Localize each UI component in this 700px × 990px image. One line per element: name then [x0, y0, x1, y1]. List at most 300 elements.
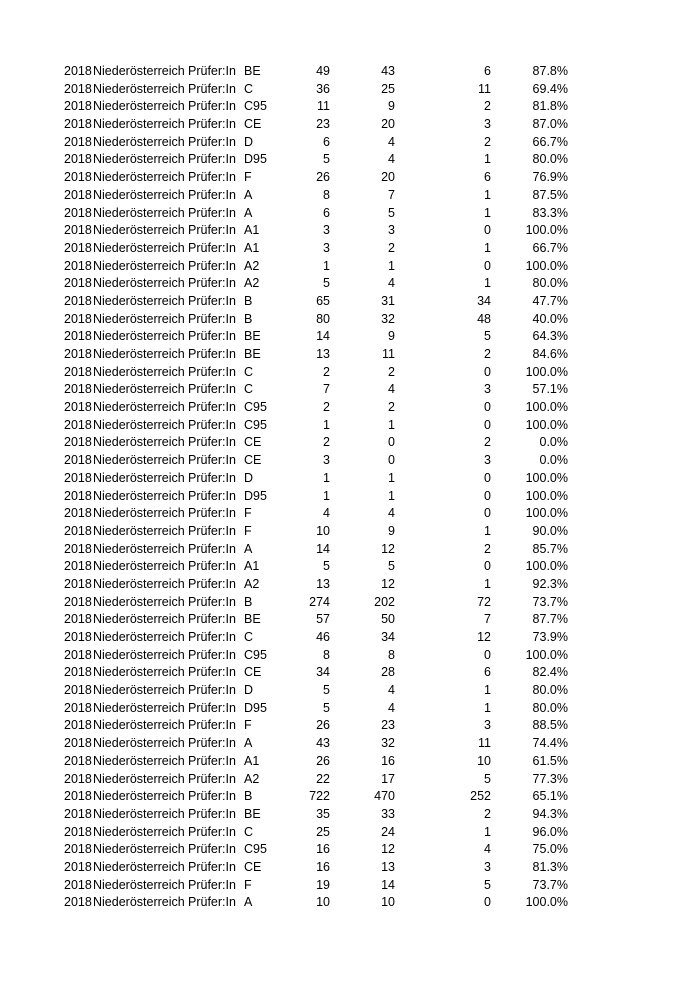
table-row [64, 151, 584, 169]
year-cell: 2018 [64, 877, 92, 892]
year-cell: 2018 [64, 559, 92, 574]
total-count-cell: 3 [323, 240, 330, 255]
passed-count-cell: 470 [374, 789, 395, 804]
license-class-cell: A2 [244, 276, 260, 291]
role-cell: Prüfer:In [188, 594, 236, 609]
pass-rate-cell: 65.1% [532, 789, 568, 804]
license-class-cell: D95 [244, 152, 267, 167]
role-cell: Prüfer:In [188, 258, 236, 273]
table-row [64, 894, 584, 912]
total-count-cell: 25 [316, 824, 330, 839]
total-count-cell: 8 [323, 187, 330, 202]
year-cell: 2018 [64, 81, 92, 96]
year-cell: 2018 [64, 771, 92, 786]
table-row [64, 664, 584, 682]
year-cell: 2018 [64, 311, 92, 326]
year-cell: 2018 [64, 859, 92, 874]
license-class-cell: C95 [244, 842, 267, 857]
failed-count-cell: 5 [484, 771, 491, 786]
failed-count-cell: 6 [484, 64, 491, 78]
license-class-cell: CE [244, 435, 262, 450]
role-cell: Prüfer:In [188, 435, 236, 450]
total-count-cell: 1 [323, 470, 330, 485]
year-cell: 2018 [64, 842, 92, 857]
passed-count-cell: 7 [388, 187, 395, 202]
year-cell: 2018 [64, 453, 92, 468]
year-cell: 2018 [64, 276, 92, 291]
role-cell: Prüfer:In [188, 417, 236, 432]
role-cell: Prüfer:In [188, 683, 236, 698]
failed-count-cell: 1 [484, 205, 491, 220]
table-row [64, 735, 584, 753]
region-cell: Niederösterreich [93, 736, 185, 751]
pass-rate-cell: 82.4% [532, 665, 568, 680]
total-count-cell: 722 [309, 789, 330, 804]
passed-count-cell: 10 [381, 895, 395, 910]
pass-rate-cell: 61.5% [532, 753, 568, 768]
total-count-cell: 5 [323, 152, 330, 167]
pass-rate-cell: 100.0% [525, 223, 568, 238]
total-count-cell: 16 [316, 842, 330, 857]
region-cell: Niederösterreich [93, 329, 185, 344]
license-class-cell: BE [244, 806, 261, 821]
region-cell: Niederösterreich [93, 842, 185, 857]
total-count-cell: 36 [316, 81, 330, 96]
passed-count-cell: 17 [381, 771, 395, 786]
role-cell: Prüfer:In [188, 859, 236, 874]
pass-rate-cell: 85.7% [532, 541, 568, 556]
pass-rate-cell: 64.3% [532, 329, 568, 344]
failed-count-cell: 5 [484, 329, 491, 344]
table-row [64, 346, 584, 364]
license-class-cell: D [244, 470, 254, 485]
total-count-cell: 1 [323, 488, 330, 503]
failed-count-cell: 2 [484, 347, 491, 361]
failed-count-cell: 2 [484, 541, 491, 556]
license-class-cell: A [244, 541, 253, 556]
pass-rate-cell: 87.7% [532, 612, 568, 627]
failed-count-cell: 0 [484, 400, 491, 415]
license-class-cell: C95 [244, 99, 267, 114]
pass-rate-cell: 94.3% [532, 806, 568, 821]
total-count-cell: 1 [323, 417, 330, 432]
total-count-cell: 10 [316, 523, 330, 538]
passed-count-cell: 23 [381, 718, 395, 733]
role-cell: Prüfer:In [188, 736, 236, 751]
role-cell: Prüfer:In [188, 630, 236, 644]
pass-rate-cell: 80.0% [532, 683, 568, 698]
year-cell: 2018 [64, 170, 92, 185]
failed-count-cell: 0 [484, 417, 491, 432]
table-row [64, 576, 584, 594]
year-cell: 2018 [64, 718, 92, 733]
region-cell: Niederösterreich [93, 382, 185, 397]
year-cell: 2018 [64, 470, 92, 485]
role-cell: Prüfer:In [188, 753, 236, 768]
license-class-cell: A1 [244, 753, 260, 768]
license-class-cell: CE [244, 117, 262, 132]
license-class-cell: F [244, 523, 252, 538]
region-cell: Niederösterreich [93, 64, 185, 78]
pass-rate-cell: 73.9% [532, 630, 568, 644]
failed-count-cell: 3 [484, 382, 491, 397]
total-count-cell: 3 [323, 453, 330, 468]
passed-count-cell: 5 [388, 205, 395, 220]
year-cell: 2018 [64, 187, 92, 202]
region-cell: Niederösterreich [93, 541, 185, 556]
total-count-cell: 49 [316, 64, 330, 78]
region-cell: Niederösterreich [93, 453, 185, 468]
total-count-cell: 35 [316, 806, 330, 821]
passed-count-cell: 9 [388, 329, 395, 344]
table-row [64, 328, 584, 346]
passed-count-cell: 1 [388, 258, 395, 273]
region-cell: Niederösterreich [93, 276, 185, 291]
failed-count-cell: 0 [484, 223, 491, 238]
region-cell: Niederösterreich [93, 293, 185, 308]
year-cell: 2018 [64, 612, 92, 627]
table-row [64, 63, 584, 81]
role-cell: Prüfer:In [188, 523, 236, 538]
passed-count-cell: 28 [381, 665, 395, 680]
pass-rate-cell: 100.0% [525, 506, 568, 521]
table-row [64, 417, 584, 435]
table-row [64, 717, 584, 735]
table-row [64, 169, 584, 187]
role-cell: Prüfer:In [188, 877, 236, 892]
total-count-cell: 5 [323, 276, 330, 291]
year-cell: 2018 [64, 700, 92, 715]
total-count-cell: 80 [316, 311, 330, 326]
year-cell: 2018 [64, 753, 92, 768]
total-count-cell: 2 [323, 435, 330, 450]
role-cell: Prüfer:In [188, 789, 236, 804]
pass-rate-cell: 73.7% [532, 594, 568, 609]
failed-count-cell: 10 [477, 753, 491, 768]
region-cell: Niederösterreich [93, 187, 185, 202]
license-class-cell: CE [244, 859, 262, 874]
pass-rate-cell: 100.0% [525, 400, 568, 415]
passed-count-cell: 20 [381, 117, 395, 132]
pass-rate-cell: 66.7% [532, 134, 568, 149]
pass-rate-cell: 100.0% [525, 647, 568, 662]
table-row [64, 594, 584, 612]
passed-count-cell: 14 [381, 877, 395, 892]
role-cell: Prüfer:In [188, 311, 236, 326]
license-class-cell: D [244, 134, 254, 149]
region-cell: Niederösterreich [93, 364, 185, 379]
license-class-cell: A1 [244, 240, 260, 255]
passed-count-cell: 4 [388, 506, 395, 521]
year-cell: 2018 [64, 64, 92, 78]
region-cell: Niederösterreich [93, 824, 185, 839]
passed-count-cell: 31 [381, 293, 395, 308]
table-row [64, 523, 584, 541]
passed-count-cell: 34 [381, 630, 395, 644]
table-row [64, 364, 584, 382]
passed-count-cell: 202 [374, 594, 395, 609]
region-cell: Niederösterreich [93, 594, 185, 609]
total-count-cell: 5 [323, 700, 330, 715]
year-cell: 2018 [64, 576, 92, 591]
pass-rate-cell: 90.0% [532, 523, 568, 538]
region-cell: Niederösterreich [93, 771, 185, 786]
total-count-cell: 19 [316, 877, 330, 892]
total-count-cell: 2 [323, 364, 330, 379]
table-row [64, 258, 584, 276]
total-count-cell: 274 [309, 594, 330, 609]
passed-count-cell: 9 [388, 99, 395, 114]
pass-rate-cell: 74.4% [532, 736, 568, 751]
failed-count-cell: 0 [484, 559, 491, 574]
year-cell: 2018 [64, 488, 92, 503]
role-cell: Prüfer:In [188, 453, 236, 468]
region-cell: Niederösterreich [93, 117, 185, 132]
failed-count-cell: 0 [484, 364, 491, 379]
license-class-cell: A [244, 205, 253, 220]
passed-count-cell: 0 [388, 453, 395, 468]
table-row [64, 81, 584, 99]
passed-count-cell: 4 [388, 276, 395, 291]
failed-count-cell: 1 [484, 523, 491, 538]
table-row [64, 98, 584, 116]
failed-count-cell: 1 [484, 240, 491, 255]
region-cell: Niederösterreich [93, 523, 185, 538]
failed-count-cell: 0 [484, 488, 491, 503]
total-count-cell: 5 [323, 559, 330, 574]
failed-count-cell: 1 [484, 683, 491, 698]
pass-rate-cell: 80.0% [532, 700, 568, 715]
failed-count-cell: 5 [484, 877, 491, 892]
failed-count-cell: 1 [484, 576, 491, 591]
total-count-cell: 7 [323, 382, 330, 397]
license-class-cell: A2 [244, 258, 260, 273]
total-count-cell: 22 [316, 771, 330, 786]
table-row [64, 558, 584, 576]
total-count-cell: 43 [316, 736, 330, 751]
license-class-cell: A [244, 187, 253, 202]
total-count-cell: 8 [323, 647, 330, 662]
region-cell: Niederösterreich [93, 718, 185, 733]
table-row [64, 824, 584, 842]
license-class-cell: A1 [244, 223, 260, 238]
table-row [64, 682, 584, 700]
role-cell: Prüfer:In [188, 223, 236, 238]
pass-rate-cell: 57.1% [532, 382, 568, 397]
license-class-cell: F [244, 170, 252, 185]
region-cell: Niederösterreich [93, 205, 185, 220]
year-cell: 2018 [64, 506, 92, 521]
region-cell: Niederösterreich [93, 152, 185, 167]
passed-count-cell: 4 [388, 134, 395, 149]
passed-count-cell: 43 [381, 64, 395, 78]
region-cell: Niederösterreich [93, 170, 185, 185]
table-row [64, 116, 584, 134]
failed-count-cell: 1 [484, 187, 491, 202]
pass-rate-cell: 76.9% [532, 170, 568, 185]
role-cell: Prüfer:In [188, 488, 236, 503]
role-cell: Prüfer:In [188, 240, 236, 255]
passed-count-cell: 1 [388, 470, 395, 485]
license-class-cell: D95 [244, 488, 267, 503]
license-class-cell: A1 [244, 559, 260, 574]
table-row [64, 293, 584, 311]
failed-count-cell: 3 [484, 117, 491, 132]
pass-rate-cell: 96.0% [532, 824, 568, 839]
table-row [64, 629, 584, 647]
pass-rate-cell: 0.0% [539, 453, 568, 468]
table-row [64, 187, 584, 205]
passed-count-cell: 0 [388, 435, 395, 450]
pass-rate-cell: 84.6% [532, 347, 568, 361]
total-count-cell: 34 [316, 665, 330, 680]
total-count-cell: 16 [316, 859, 330, 874]
passed-count-cell: 32 [381, 736, 395, 751]
year-cell: 2018 [64, 117, 92, 132]
passed-count-cell: 12 [381, 541, 395, 556]
region-cell: Niederösterreich [93, 347, 185, 361]
region-cell: Niederösterreich [93, 506, 185, 521]
region-cell: Niederösterreich [93, 665, 185, 680]
license-class-cell: BE [244, 347, 261, 361]
year-cell: 2018 [64, 895, 92, 910]
license-class-cell: B [244, 293, 253, 308]
license-class-cell: A [244, 736, 253, 751]
region-cell: Niederösterreich [93, 559, 185, 574]
passed-count-cell: 24 [381, 824, 395, 839]
pass-rate-cell: 88.5% [532, 718, 568, 733]
passed-count-cell: 5 [388, 559, 395, 574]
total-count-cell: 26 [316, 753, 330, 768]
region-cell: Niederösterreich [93, 806, 185, 821]
license-class-cell: A2 [244, 771, 260, 786]
table-row [64, 488, 584, 506]
table-row [64, 452, 584, 470]
passed-count-cell: 3 [388, 223, 395, 238]
license-class-cell: B [244, 594, 253, 609]
year-cell: 2018 [64, 647, 92, 662]
data-table [64, 63, 584, 912]
role-cell: Prüfer:In [188, 576, 236, 591]
license-class-cell: C [244, 364, 254, 379]
year-cell: 2018 [64, 824, 92, 839]
failed-count-cell: 2 [484, 99, 491, 114]
year-cell: 2018 [64, 99, 92, 114]
passed-count-cell: 12 [381, 842, 395, 857]
failed-count-cell: 1 [484, 824, 491, 839]
pass-rate-cell: 87.5% [532, 187, 568, 202]
pass-rate-cell: 83.3% [532, 205, 568, 220]
pass-rate-cell: 100.0% [525, 470, 568, 485]
license-class-cell: F [244, 506, 252, 521]
role-cell: Prüfer:In [188, 612, 236, 627]
failed-count-cell: 11 [478, 736, 491, 751]
role-cell: Prüfer:In [188, 895, 236, 910]
role-cell: Prüfer:In [188, 81, 236, 96]
license-class-cell: B [244, 789, 253, 804]
total-count-cell: 14 [316, 329, 330, 344]
role-cell: Prüfer:In [188, 152, 236, 167]
region-cell: Niederösterreich [93, 435, 185, 450]
total-count-cell: 23 [316, 117, 330, 132]
pass-rate-cell: 100.0% [525, 488, 568, 503]
passed-count-cell: 8 [388, 647, 395, 662]
license-class-cell: CE [244, 453, 262, 468]
table-row [64, 434, 584, 452]
failed-count-cell: 1 [484, 276, 491, 291]
pass-rate-cell: 66.7% [532, 240, 568, 255]
failed-count-cell: 1 [484, 152, 491, 167]
region-cell: Niederösterreich [93, 630, 185, 644]
table-row [64, 753, 584, 771]
region-cell: Niederösterreich [93, 789, 185, 804]
table-row [64, 222, 584, 240]
table-row [64, 841, 584, 859]
pass-rate-cell: 100.0% [525, 258, 568, 273]
role-cell: Prüfer:In [188, 718, 236, 733]
year-cell: 2018 [64, 683, 92, 698]
region-cell: Niederösterreich [93, 683, 185, 698]
passed-count-cell: 20 [381, 170, 395, 185]
license-class-cell: C [244, 630, 254, 644]
role-cell: Prüfer:In [188, 806, 236, 821]
pass-rate-cell: 80.0% [532, 276, 568, 291]
role-cell: Prüfer:In [188, 382, 236, 397]
region-cell: Niederösterreich [93, 258, 185, 273]
year-cell: 2018 [64, 258, 92, 273]
table-row [64, 381, 584, 399]
table-row [64, 275, 584, 293]
failed-count-cell: 12 [477, 630, 491, 644]
year-cell: 2018 [64, 541, 92, 556]
region-cell: Niederösterreich [93, 859, 185, 874]
table-row [64, 647, 584, 665]
passed-count-cell: 13 [381, 859, 395, 874]
role-cell: Prüfer:In [188, 541, 236, 556]
pass-rate-cell: 81.3% [532, 859, 568, 874]
year-cell: 2018 [64, 594, 92, 609]
year-cell: 2018 [64, 523, 92, 538]
region-cell: Niederösterreich [93, 576, 185, 591]
license-class-cell: C [244, 382, 254, 397]
license-class-cell: BE [244, 612, 261, 627]
year-cell: 2018 [64, 630, 92, 644]
role-cell: Prüfer:In [188, 134, 236, 149]
table-row [64, 399, 584, 417]
role-cell: Prüfer:In [188, 771, 236, 786]
failed-count-cell: 3 [484, 718, 491, 733]
total-count-cell: 14 [316, 541, 330, 556]
pass-rate-cell: 100.0% [525, 895, 568, 910]
failed-count-cell: 6 [484, 170, 491, 185]
failed-count-cell: 0 [484, 647, 491, 662]
total-count-cell: 26 [316, 718, 330, 733]
table-row [64, 877, 584, 895]
role-cell: Prüfer:In [188, 347, 236, 361]
failed-count-cell: 0 [484, 258, 491, 273]
failed-count-cell: 48 [477, 311, 491, 326]
region-cell: Niederösterreich [93, 223, 185, 238]
failed-count-cell: 11 [478, 81, 491, 96]
role-cell: Prüfer:In [188, 665, 236, 680]
pass-rate-cell: 80.0% [532, 152, 568, 167]
year-cell: 2018 [64, 152, 92, 167]
passed-count-cell: 2 [388, 240, 395, 255]
table-row [64, 205, 584, 223]
license-class-cell: CE [244, 665, 262, 680]
table-row [64, 134, 584, 152]
license-class-cell: C95 [244, 400, 267, 415]
